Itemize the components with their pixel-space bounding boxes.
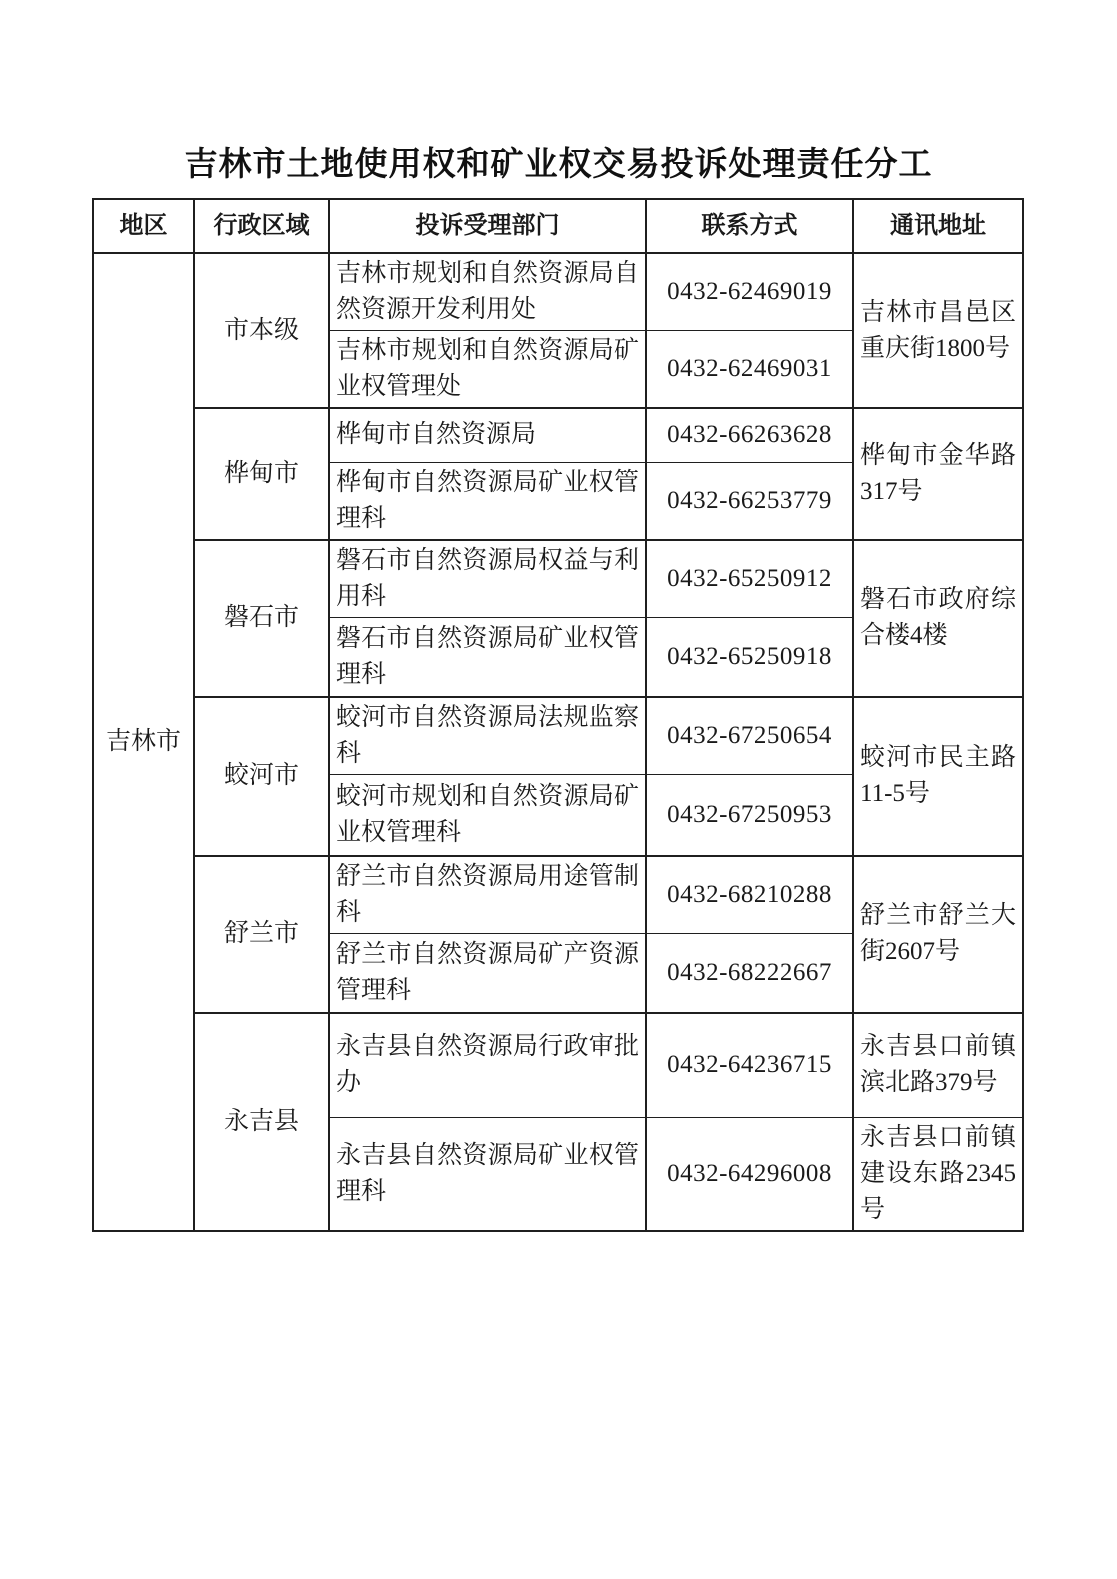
phone-cell: 0432-65250918 — [646, 617, 853, 697]
phone-cell: 0432-67250654 — [646, 697, 853, 775]
table-header-row — [93, 199, 1023, 253]
table-row — [93, 540, 1023, 618]
header-contact: 联系方式 — [646, 199, 853, 253]
table-row — [93, 697, 1023, 775]
district-cell: 市本级 — [194, 253, 329, 408]
address-cell: 舒兰市舒兰大街2607号 — [853, 856, 1023, 1014]
department-cell: 桦甸市自然资源局矿业权管理科 — [329, 462, 646, 540]
header-region: 地区 — [93, 199, 194, 253]
table-row — [93, 856, 1023, 934]
phone-cell: 0432-62469019 — [646, 253, 853, 331]
phone-cell: 0432-66263628 — [646, 408, 853, 462]
address-cell: 桦甸市金华路317号 — [853, 408, 1023, 540]
department-cell: 吉林市规划和自然资源局矿业权管理处 — [329, 331, 646, 409]
address-cell: 永吉县口前镇滨北路379号 — [853, 1013, 1023, 1117]
department-cell: 蛟河市规划和自然资源局矿业权管理科 — [329, 775, 646, 856]
phone-cell: 0432-66253779 — [646, 462, 853, 540]
department-cell: 永吉县自然资源局矿业权管理科 — [329, 1117, 646, 1231]
phone-cell: 0432-64296008 — [646, 1117, 853, 1231]
header-department: 投诉受理部门 — [329, 199, 646, 253]
phone-cell: 0432-67250953 — [646, 775, 853, 856]
address-cell: 蛟河市民主路11-5号 — [853, 697, 1023, 856]
district-cell: 蛟河市 — [194, 697, 329, 856]
phone-cell: 0432-62469031 — [646, 331, 853, 409]
header-district: 行政区域 — [194, 199, 329, 253]
district-cell: 桦甸市 — [194, 408, 329, 540]
region-cell: 吉林市 — [93, 253, 194, 1231]
address-cell: 吉林市昌邑区重庆街1800号 — [853, 253, 1023, 408]
department-cell: 永吉县自然资源局行政审批办 — [329, 1013, 646, 1117]
department-cell: 舒兰市自然资源局矿产资源管理科 — [329, 933, 646, 1013]
department-cell: 磐石市自然资源局矿业权管理科 — [329, 617, 646, 697]
phone-cell: 0432-68210288 — [646, 856, 853, 934]
department-cell: 舒兰市自然资源局用途管制科 — [329, 856, 646, 934]
district-cell: 永吉县 — [194, 1013, 329, 1231]
department-cell: 桦甸市自然资源局 — [329, 408, 646, 462]
table-row — [93, 253, 1023, 331]
department-cell: 磐石市自然资源局权益与利用科 — [329, 540, 646, 618]
header-address: 通讯地址 — [853, 199, 1023, 253]
address-cell: 永吉县口前镇建设东路2345号 — [853, 1117, 1023, 1231]
table-row — [93, 1013, 1023, 1117]
address-cell: 磐石市政府综合楼4楼 — [853, 540, 1023, 698]
responsibility-table — [92, 198, 1024, 1232]
phone-cell: 0432-65250912 — [646, 540, 853, 618]
phone-cell: 0432-68222667 — [646, 933, 853, 1013]
district-cell: 舒兰市 — [194, 856, 329, 1014]
district-cell: 磐石市 — [194, 540, 329, 698]
page-title: 吉林市土地使用权和矿业权交易投诉处理责任分工 — [184, 147, 933, 183]
table-row — [93, 408, 1023, 462]
phone-cell: 0432-64236715 — [646, 1013, 853, 1117]
department-cell: 蛟河市自然资源局法规监察科 — [329, 697, 646, 775]
department-cell: 吉林市规划和自然资源局自然资源开发利用处 — [329, 253, 646, 331]
